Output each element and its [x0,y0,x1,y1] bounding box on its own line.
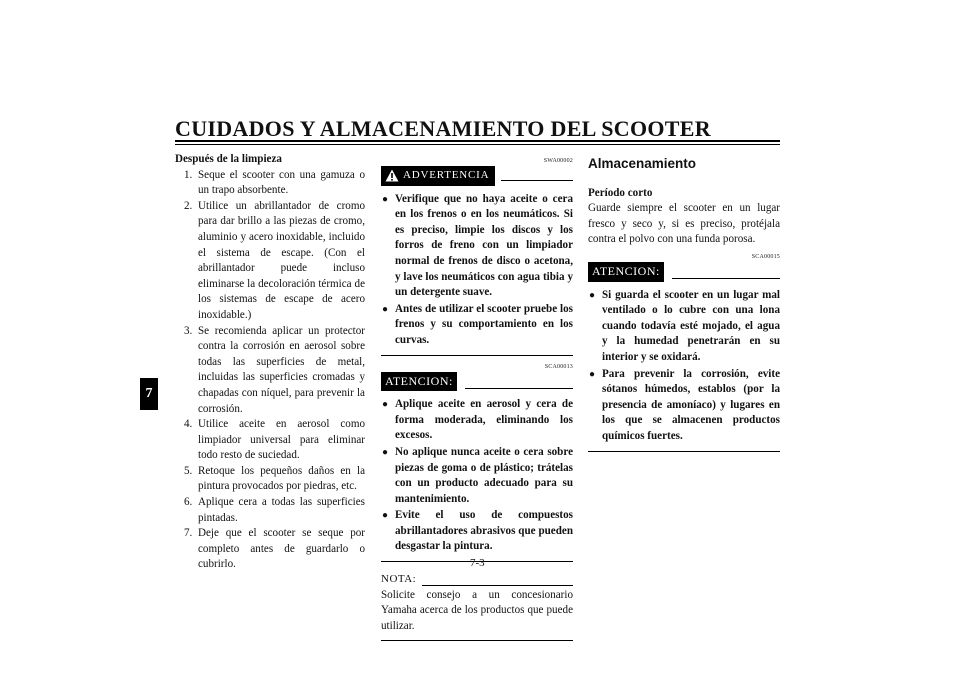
list-item: ● Verifique que no haya aceite o cera en los frenos o en los neumáticos. Si es preciso, limpie los discos y los forros de freno con un limpiador normal de frenos de disco o acetona, y lave los neumáticos con agua tibia y un detergente suave. [381,192,573,301]
list-item: 2. Utilice un abrillantador de cromo para dar brillo a las piezas de cromo, aluminio y acero inoxidable, incluido el sistema de escape. (Con el abrillantador puede incluso eliminarse la decoloración térmica de los sistemas de escape de acero inoxidable.) [184,199,365,321]
caution-header-rule [672,278,780,279]
column-cleaning-after [175,152,365,573]
caution-code: SCA00013 [544,363,573,370]
list-item: 3. Se recomienda aplicar un protector contra la corrosión en aerosol sobre todas las superficies de metal, incluidas las superficies cromadas y chapadas con níquel, para prevenir la corrosión. [184,324,365,415]
warning-end-rule [381,355,573,356]
list-item: 1. Seque el scooter con una gamuza o un trapo absorbente. [184,168,365,197]
column-storage [588,152,780,452]
warning-label: ADVERTENCIA [403,169,490,181]
caution-header [381,372,573,392]
short-term-heading: Período corto [588,186,653,199]
note-header-rule [422,585,573,586]
note-text: Solicite consejo a un concesionario Yamaha acerca de los productos que puede utilizar. [381,588,573,632]
list-item: ● Evite el uso de compuestos abrillantadores abrasivos que pueden desgastar la pintura. [381,508,573,555]
chapter-tab: 7 [140,378,158,410]
list-item: ● Para prevenir la corrosión, evite sótanos húmedos, establos (por la presencia de amoníaco) y lugares en los que se almacenen productos químicos fuertes. [588,367,780,445]
list-item: ● Aplique aceite en aerosol y cera de forma moderada, eliminando los excesos. [381,397,573,444]
storage-caution-end-rule [588,451,780,452]
list-item: 5. Retoque los pequeños daños en la pintura provocados por piedras, etc. [184,464,365,493]
caution-header [588,262,780,282]
warning-list [381,192,573,349]
caution-label: ATENCION: [588,262,664,282]
page-number: 7-3 [470,557,485,569]
list-item: 7. Deje que el scooter se seque por completo antes de guardarlo o cubrirlo. [184,527,365,571]
title-rule-thin [175,144,780,145]
after-cleaning-heading: Después de la limpieza [175,153,282,165]
storage-caution-list [588,288,780,445]
list-item: ● No aplique nunca aceite o cera sobre piezas de goma o de plástico; trátelas con un producto adecuado para su mantenimiento. [381,445,573,507]
warning-triangle-icon [385,169,399,182]
storage-title: Almacenamiento [588,156,697,171]
short-term-text: Guarde siempre el scooter en un lugar fresco y seco y, si es preciso, protéjala contra el polvo con una funda porosa. [588,202,780,246]
caution-list [381,397,573,555]
caution-label: ATENCION: [381,372,457,392]
warning-header [381,166,573,186]
note-header [381,572,573,588]
caution-code: SCA00015 [751,253,780,260]
list-item: ● Antes de utilizar el scooter pruebe los frenos y su comportamiento en los curvas. [381,302,573,349]
warning-badge [381,166,495,186]
title-rule [175,140,780,142]
warning-header-rule [501,180,573,181]
note-end-rule [381,640,573,641]
list-item: 6. Aplique cera a todas las superficies pintadas. [184,496,365,524]
list-item: ● Si guarda el scooter en un lugar mal ventilado o lo cubre con una lona cuando todavía esté mojado, el agua y la humedad penetrarán en su interior y se oxidará. [588,288,780,366]
after-cleaning-steps [175,168,365,573]
caution-header-rule [465,388,573,389]
page-title: CUIDADOS Y ALMACENAMIENTO DEL SCOOTER [175,116,711,141]
warning-code: SWA00002 [543,158,573,164]
note-label: NOTA: [381,573,417,586]
list-item: 4. Utilice aceite en aerosol como limpiador universal para eliminar todo resto de suciedad. [184,418,365,462]
